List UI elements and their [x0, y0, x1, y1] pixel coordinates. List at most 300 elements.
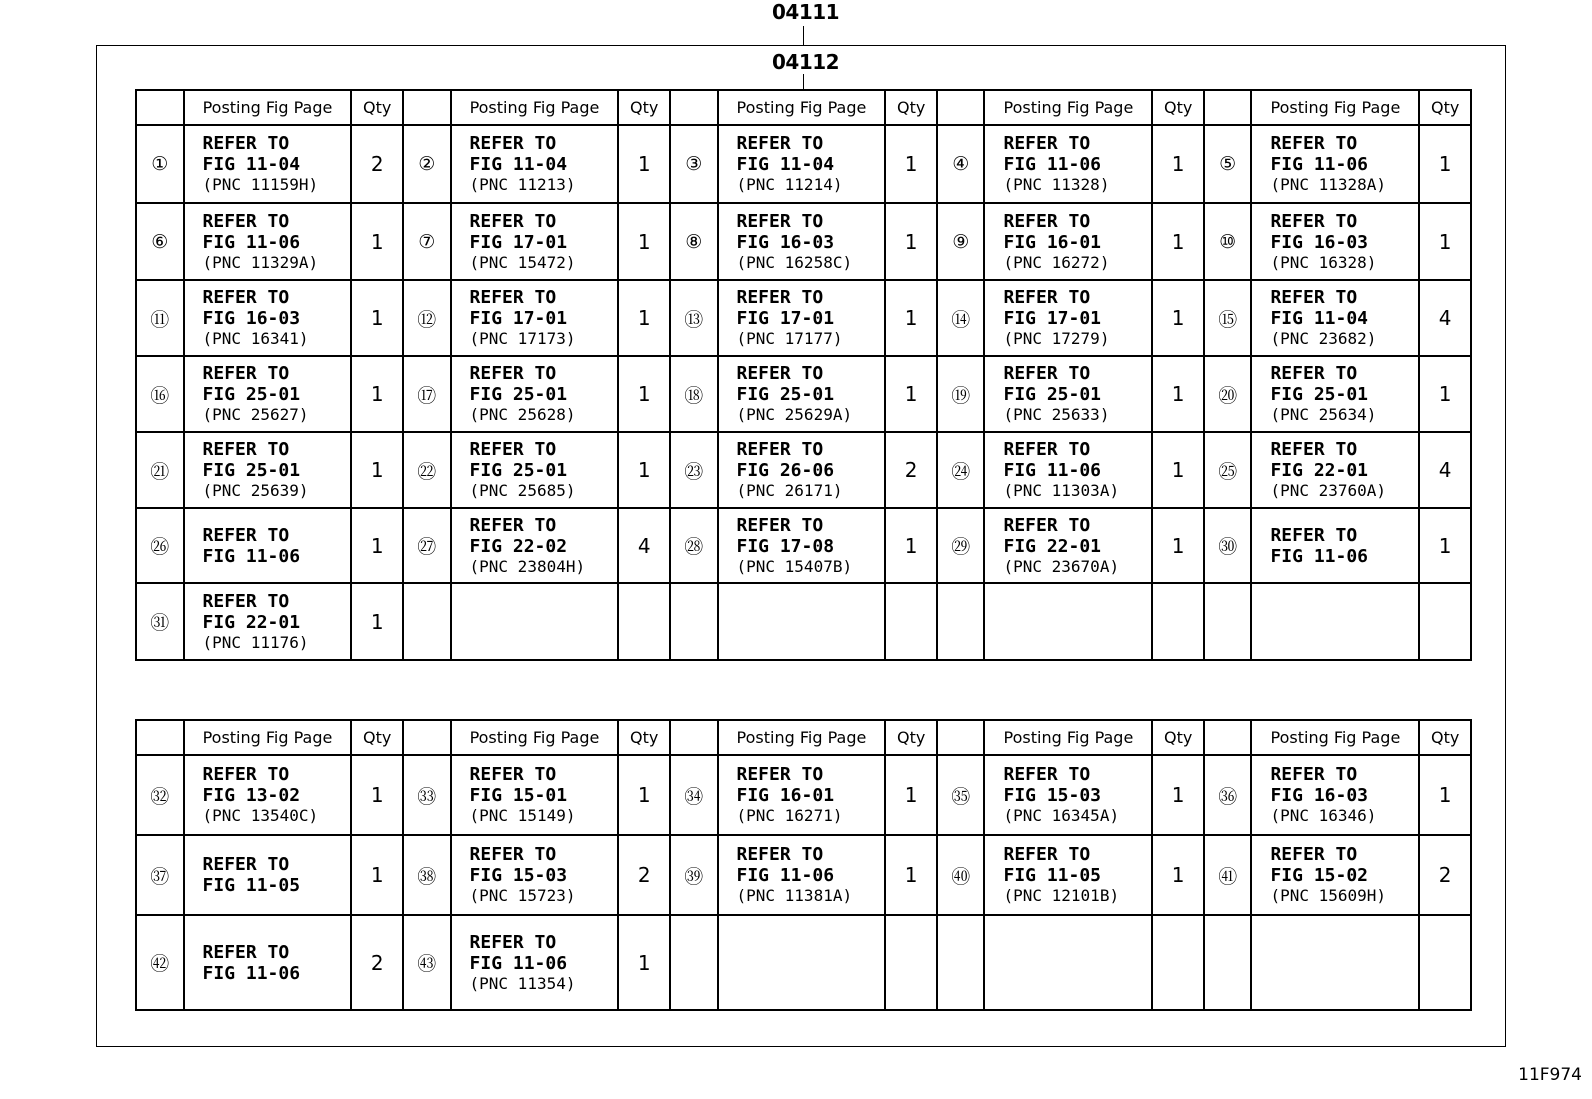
posting-fig-cell — [718, 835, 886, 915]
fig-reference: FIG 16-01 — [1003, 231, 1102, 253]
item-number: ㉟ — [937, 755, 985, 835]
posting-fig-cell — [1251, 356, 1419, 432]
item-number: ㉕ — [1204, 432, 1252, 508]
item-number — [670, 583, 718, 660]
posting-fig-cell — [718, 915, 886, 1010]
pnc-code: (PNC 25629A) — [736, 405, 853, 424]
posting-fig-cell — [984, 203, 1152, 280]
posting-fig-page-header: Posting Fig Page — [718, 90, 886, 125]
qty-header: Qty — [885, 720, 937, 755]
qty-cell: 1 — [618, 755, 670, 835]
pnc-code: (PNC 15472) — [469, 252, 576, 272]
posting-fig-cell — [718, 583, 886, 660]
fig-reference: FIG 22-01 — [1003, 535, 1102, 557]
posting-fig-page-header: Posting Fig Page — [451, 90, 619, 125]
refer-to-text: REFER TO — [1003, 844, 1091, 865]
fig-reference: FIG 17-01 — [1003, 308, 1102, 329]
refer-to-text: REFER TO — [469, 764, 557, 785]
index-header — [937, 720, 985, 755]
item-number: ③ — [670, 125, 718, 203]
item-number: ㉓ — [670, 432, 718, 508]
fig-reference: FIG 22-01 — [202, 611, 301, 633]
posting-fig-cell — [718, 280, 886, 356]
fig-reference: FIG 16-03 — [736, 231, 835, 253]
refer-to-text: REFER TO — [202, 941, 290, 963]
qty-cell: 1 — [1419, 203, 1471, 280]
posting-fig-page-header: Posting Fig Page — [184, 90, 352, 125]
qty-header: Qty — [885, 90, 937, 125]
qty-cell: 1 — [618, 356, 670, 432]
refer-to-text: REFER TO — [1270, 210, 1358, 232]
qty-cell: 2 — [351, 915, 403, 1010]
posting-fig-cell — [451, 356, 619, 432]
pnc-code: (PNC 15149) — [469, 806, 576, 825]
posting-fig-cell — [984, 915, 1152, 1010]
item-number: ⑨ — [937, 203, 985, 280]
fig-reference: FIG 11-05 — [202, 875, 301, 896]
pnc-code: (PNC 11354) — [469, 973, 576, 993]
posting-fig-cell — [451, 915, 619, 1010]
fig-reference: FIG 25-01 — [469, 460, 568, 481]
refer-to-text: REFER TO — [1270, 764, 1358, 785]
refer-to-text: REFER TO — [469, 287, 557, 308]
table-row — [136, 915, 1471, 1010]
qty-cell: 4 — [618, 508, 670, 583]
item-number: ㊱ — [1204, 755, 1252, 835]
inner-code-leader-line — [803, 74, 804, 90]
refer-to-text: REFER TO — [1003, 764, 1091, 785]
posting-fig-page-header: Posting Fig Page — [451, 720, 619, 755]
fig-reference: FIG 11-06 — [202, 545, 301, 567]
item-number: ㉙ — [937, 508, 985, 583]
pnc-code: (PNC 13540C) — [202, 806, 319, 825]
item-number: ⑰ — [403, 356, 451, 432]
qty-cell: 2 — [351, 125, 403, 203]
refer-to-text: REFER TO — [1270, 363, 1358, 384]
fig-reference: FIG 25-01 — [202, 460, 301, 481]
posting-fig-cell — [1251, 125, 1419, 203]
item-number: ㉝ — [403, 755, 451, 835]
fig-reference: FIG 25-01 — [1003, 384, 1102, 405]
posting-fig-cell — [184, 280, 352, 356]
qty-cell: 2 — [1419, 835, 1471, 915]
pnc-code: (PNC 15723) — [469, 886, 576, 905]
posting-fig-cell — [984, 280, 1152, 356]
table-row — [136, 835, 1471, 915]
item-number: ㉒ — [403, 432, 451, 508]
refer-to-text: REFER TO — [202, 133, 290, 154]
refer-to-text: REFER TO — [469, 210, 557, 232]
posting-fig-cell — [184, 755, 352, 835]
posting-fig-cell — [451, 583, 619, 660]
item-number: ㉔ — [937, 432, 985, 508]
table-row — [136, 280, 1471, 356]
qty-cell: 1 — [1152, 835, 1204, 915]
pnc-code: (PNC 17173) — [469, 329, 576, 348]
posting-fig-cell — [718, 125, 886, 203]
qty-cell — [1419, 915, 1471, 1010]
posting-fig-cell — [451, 508, 619, 583]
pnc-code: (PNC 11303A) — [1003, 481, 1120, 500]
posting-fig-cell — [451, 203, 619, 280]
posting-fig-cell — [718, 508, 886, 583]
refer-to-text: REFER TO — [1270, 133, 1358, 154]
posting-fig-cell — [184, 508, 352, 583]
posting-fig-cell — [1251, 835, 1419, 915]
fig-reference: FIG 13-02 — [202, 785, 301, 806]
item-number: ㊷ — [136, 915, 184, 1010]
qty-cell: 1 — [1419, 125, 1471, 203]
fig-reference: FIG 22-02 — [469, 535, 568, 557]
refer-to-text: REFER TO — [1003, 133, 1091, 154]
refer-to-text: REFER TO — [736, 514, 824, 536]
posting-fig-cell — [451, 125, 619, 203]
qty-cell: 1 — [885, 508, 937, 583]
pnc-code: (PNC 16345A) — [1003, 806, 1120, 825]
qty-cell — [1419, 583, 1471, 660]
qty-cell — [1152, 583, 1204, 660]
fig-reference: FIG 11-04 — [1270, 308, 1369, 329]
refer-to-text: REFER TO — [202, 590, 290, 612]
index-header — [403, 90, 451, 125]
pnc-code: (PNC 25628) — [469, 405, 576, 424]
refer-to-text: REFER TO — [1003, 210, 1091, 232]
refer-to-text: REFER TO — [1270, 287, 1358, 308]
qty-header: Qty — [351, 720, 403, 755]
item-number: ⑯ — [136, 356, 184, 432]
item-number — [670, 915, 718, 1010]
item-number: ⑫ — [403, 280, 451, 356]
pnc-code: (PNC 25633) — [1003, 405, 1110, 424]
qty-header: Qty — [618, 720, 670, 755]
pnc-code: (PNC 16341) — [202, 329, 309, 348]
fig-reference: FIG 17-01 — [736, 308, 835, 329]
fig-reference: FIG 11-06 — [1270, 545, 1369, 567]
item-number: ⑪ — [136, 280, 184, 356]
fig-reference: FIG 25-01 — [469, 384, 568, 405]
fig-reference: FIG 11-06 — [202, 231, 301, 253]
posting-fig-page-header: Posting Fig Page — [984, 720, 1152, 755]
posting-fig-cell — [1251, 755, 1419, 835]
item-number: ㊳ — [403, 835, 451, 915]
item-number: ㊵ — [937, 835, 985, 915]
fig-reference: FIG 15-03 — [1003, 785, 1102, 806]
qty-header: Qty — [1419, 90, 1471, 125]
item-number: ⑦ — [403, 203, 451, 280]
item-number: ㊴ — [670, 835, 718, 915]
pnc-code: (PNC 23804H) — [469, 556, 586, 576]
fig-reference: FIG 15-01 — [469, 785, 568, 806]
item-number — [403, 583, 451, 660]
item-number: ⑮ — [1204, 280, 1252, 356]
qty-cell — [1152, 915, 1204, 1010]
pnc-code: (PNC 26171) — [736, 481, 843, 500]
item-number — [1204, 583, 1252, 660]
fig-reference: FIG 17-01 — [469, 308, 568, 329]
posting-fig-cell — [984, 356, 1152, 432]
refer-to-text: REFER TO — [202, 439, 290, 460]
table-row — [136, 432, 1471, 508]
qty-cell: 1 — [618, 432, 670, 508]
qty-cell: 1 — [351, 583, 403, 660]
posting-fig-cell — [984, 835, 1152, 915]
index-header — [136, 720, 184, 755]
qty-cell: 1 — [351, 508, 403, 583]
refer-to-text: REFER TO — [469, 363, 557, 384]
refer-to-text: REFER TO — [1270, 439, 1358, 460]
figure-id: 11F974 — [1518, 1065, 1582, 1085]
qty-cell: 1 — [885, 125, 937, 203]
pnc-code: (PNC 16328) — [1270, 252, 1377, 272]
posting-fig-page-header: Posting Fig Page — [718, 720, 886, 755]
pnc-code: (PNC 11214) — [736, 175, 843, 194]
fig-reference: FIG 17-08 — [736, 535, 835, 557]
qty-cell: 1 — [1152, 755, 1204, 835]
posting-fig-page-header: Posting Fig Page — [984, 90, 1152, 125]
item-number: ⑩ — [1204, 203, 1252, 280]
posting-fig-cell — [718, 203, 886, 280]
item-number: ㉚ — [1204, 508, 1252, 583]
qty-header: Qty — [351, 90, 403, 125]
refer-to-text: REFER TO — [736, 439, 824, 460]
index-header — [937, 90, 985, 125]
qty-header: Qty — [618, 90, 670, 125]
refer-to-text: REFER TO — [469, 931, 557, 953]
qty-cell: 1 — [1152, 203, 1204, 280]
posting-fig-cell — [984, 508, 1152, 583]
item-number: ㊶ — [1204, 835, 1252, 915]
posting-fig-cell — [984, 755, 1152, 835]
table-row — [136, 583, 1471, 660]
posting-fig-cell — [184, 356, 352, 432]
qty-cell: 1 — [618, 125, 670, 203]
item-number: ㊸ — [403, 915, 451, 1010]
item-number: ⑲ — [937, 356, 985, 432]
inner-part-code: 04112 — [772, 50, 840, 74]
item-number: ㉘ — [670, 508, 718, 583]
qty-cell: 2 — [618, 835, 670, 915]
item-number — [937, 915, 985, 1010]
qty-cell: 1 — [885, 203, 937, 280]
posting-fig-cell — [1251, 280, 1419, 356]
qty-cell — [885, 583, 937, 660]
posting-fig-cell — [718, 755, 886, 835]
fig-reference: FIG 26-06 — [736, 460, 835, 481]
posting-fig-cell — [1251, 203, 1419, 280]
qty-cell: 1 — [351, 280, 403, 356]
item-number: ㉖ — [136, 508, 184, 583]
header-row — [136, 720, 1471, 755]
posting-fig-cell — [451, 280, 619, 356]
posting-fig-cell — [984, 432, 1152, 508]
fig-reference: FIG 16-01 — [736, 785, 835, 806]
pnc-code: (PNC 23682) — [1270, 329, 1377, 348]
posting-fig-page-header: Posting Fig Page — [184, 720, 352, 755]
qty-cell — [618, 583, 670, 660]
fig-reference: FIG 11-06 — [736, 865, 835, 886]
pnc-code: (PNC 11159H) — [202, 175, 319, 194]
refer-to-text: REFER TO — [202, 854, 290, 875]
item-number: ⑭ — [937, 280, 985, 356]
fig-reference: FIG 25-01 — [736, 384, 835, 405]
item-number: ② — [403, 125, 451, 203]
refer-to-text: REFER TO — [736, 133, 824, 154]
fig-reference: FIG 25-01 — [1270, 384, 1369, 405]
pnc-code: (PNC 16346) — [1270, 806, 1377, 825]
refer-to-text: REFER TO — [202, 363, 290, 384]
qty-cell: 1 — [351, 755, 403, 835]
item-number: ㉞ — [670, 755, 718, 835]
item-number: ㉜ — [136, 755, 184, 835]
qty-cell: 1 — [885, 280, 937, 356]
index-header — [403, 720, 451, 755]
posting-fig-cell — [984, 125, 1152, 203]
posting-fig-cell — [1251, 432, 1419, 508]
qty-cell: 1 — [1152, 125, 1204, 203]
refer-to-text: REFER TO — [469, 514, 557, 536]
index-header — [670, 720, 718, 755]
posting-fig-cell — [1251, 508, 1419, 583]
refer-to-text: REFER TO — [202, 764, 290, 785]
qty-cell: 1 — [1419, 508, 1471, 583]
refer-to-text: REFER TO — [1003, 363, 1091, 384]
refer-to-text: REFER TO — [736, 287, 824, 308]
table-row — [136, 755, 1471, 835]
table-row — [136, 125, 1471, 203]
qty-cell: 1 — [618, 280, 670, 356]
refer-to-text: REFER TO — [736, 844, 824, 865]
refer-to-text: REFER TO — [469, 439, 557, 460]
posting-fig-cell — [451, 755, 619, 835]
posting-fig-page-header: Posting Fig Page — [1251, 90, 1419, 125]
pnc-code: (PNC 15407B) — [736, 556, 853, 576]
refer-to-text: REFER TO — [1003, 514, 1091, 536]
table-row — [136, 203, 1471, 280]
reference-table-1 — [135, 89, 1472, 661]
posting-fig-cell — [184, 835, 352, 915]
qty-cell: 1 — [1152, 508, 1204, 583]
pnc-code: (PNC 17177) — [736, 329, 843, 348]
posting-fig-cell — [718, 356, 886, 432]
fig-reference: FIG 15-02 — [1270, 865, 1369, 886]
index-header — [1204, 90, 1252, 125]
pnc-code: (PNC 25685) — [469, 481, 576, 500]
table-row — [136, 508, 1471, 583]
top-part-code: 04111 — [772, 0, 840, 24]
fig-reference: FIG 25-01 — [202, 384, 301, 405]
fig-reference: FIG 11-06 — [469, 952, 568, 974]
qty-cell: 1 — [1152, 280, 1204, 356]
posting-fig-cell — [1251, 583, 1419, 660]
item-number: ⑳ — [1204, 356, 1252, 432]
item-number: ① — [136, 125, 184, 203]
qty-cell: 1 — [885, 755, 937, 835]
table-row — [136, 356, 1471, 432]
pnc-code: (PNC 23760A) — [1270, 481, 1387, 500]
qty-cell: 1 — [618, 203, 670, 280]
fig-reference: FIG 11-04 — [202, 154, 301, 175]
reference-table-2 — [135, 719, 1472, 1011]
refer-to-text: REFER TO — [736, 764, 824, 785]
posting-fig-cell — [1251, 915, 1419, 1010]
pnc-code: (PNC 16272) — [1003, 252, 1110, 272]
fig-reference: FIG 17-01 — [469, 231, 568, 253]
pnc-code: (PNC 12101B) — [1003, 886, 1120, 905]
fig-reference: FIG 16-03 — [202, 308, 301, 329]
refer-to-text: REFER TO — [202, 524, 290, 546]
pnc-code: (PNC 25634) — [1270, 405, 1377, 424]
pnc-code: (PNC 11176) — [202, 632, 309, 652]
top-code-leader-line — [803, 26, 804, 46]
pnc-code: (PNC 11213) — [469, 175, 576, 194]
qty-cell: 1 — [1419, 755, 1471, 835]
qty-cell: 1 — [1152, 356, 1204, 432]
refer-to-text: REFER TO — [1270, 524, 1358, 546]
qty-header: Qty — [1419, 720, 1471, 755]
qty-cell: 1 — [351, 203, 403, 280]
qty-cell: 1 — [351, 835, 403, 915]
posting-fig-cell — [984, 583, 1152, 660]
refer-to-text: REFER TO — [202, 210, 290, 232]
item-number: ④ — [937, 125, 985, 203]
item-number — [937, 583, 985, 660]
pnc-code: (PNC 17279) — [1003, 329, 1110, 348]
header-row — [136, 90, 1471, 125]
pnc-code: (PNC 25639) — [202, 481, 309, 500]
fig-reference: FIG 11-06 — [202, 962, 301, 984]
posting-fig-cell — [184, 915, 352, 1010]
qty-cell: 1 — [1419, 356, 1471, 432]
posting-fig-page-header: Posting Fig Page — [1251, 720, 1419, 755]
fig-reference: FIG 11-04 — [736, 154, 835, 175]
refer-to-text: REFER TO — [469, 133, 557, 154]
pnc-code: (PNC 11329A) — [202, 252, 319, 272]
item-number: ㊲ — [136, 835, 184, 915]
posting-fig-cell — [184, 203, 352, 280]
pnc-code: (PNC 16258C) — [736, 252, 853, 272]
pnc-code: (PNC 25627) — [202, 405, 309, 424]
pnc-code: (PNC 23670A) — [1003, 556, 1120, 576]
item-number: ㉗ — [403, 508, 451, 583]
pnc-code: (PNC 11328) — [1003, 175, 1110, 194]
posting-fig-cell — [184, 125, 352, 203]
qty-cell: 1 — [618, 915, 670, 1010]
refer-to-text: REFER TO — [202, 287, 290, 308]
refer-to-text: REFER TO — [736, 363, 824, 384]
fig-reference: FIG 11-06 — [1003, 460, 1102, 481]
qty-cell: 1 — [885, 356, 937, 432]
item-number: ⑧ — [670, 203, 718, 280]
refer-to-text: REFER TO — [1270, 844, 1358, 865]
fig-reference: FIG 22-01 — [1270, 460, 1369, 481]
item-number: ⑥ — [136, 203, 184, 280]
fig-reference: FIG 16-03 — [1270, 785, 1369, 806]
qty-cell: 2 — [885, 432, 937, 508]
item-number: ⑬ — [670, 280, 718, 356]
fig-reference: FIG 11-04 — [469, 154, 568, 175]
posting-fig-cell — [718, 432, 886, 508]
qty-cell: 1 — [885, 835, 937, 915]
pnc-code: (PNC 11328A) — [1270, 175, 1387, 194]
item-number: ⑤ — [1204, 125, 1252, 203]
pnc-code: (PNC 16271) — [736, 806, 843, 825]
qty-cell: 1 — [351, 356, 403, 432]
pnc-code: (PNC 11381A) — [736, 886, 853, 905]
fig-reference: FIG 11-06 — [1003, 154, 1102, 175]
refer-to-text: REFER TO — [1003, 439, 1091, 460]
item-number: ㉑ — [136, 432, 184, 508]
item-number: ㉛ — [136, 583, 184, 660]
